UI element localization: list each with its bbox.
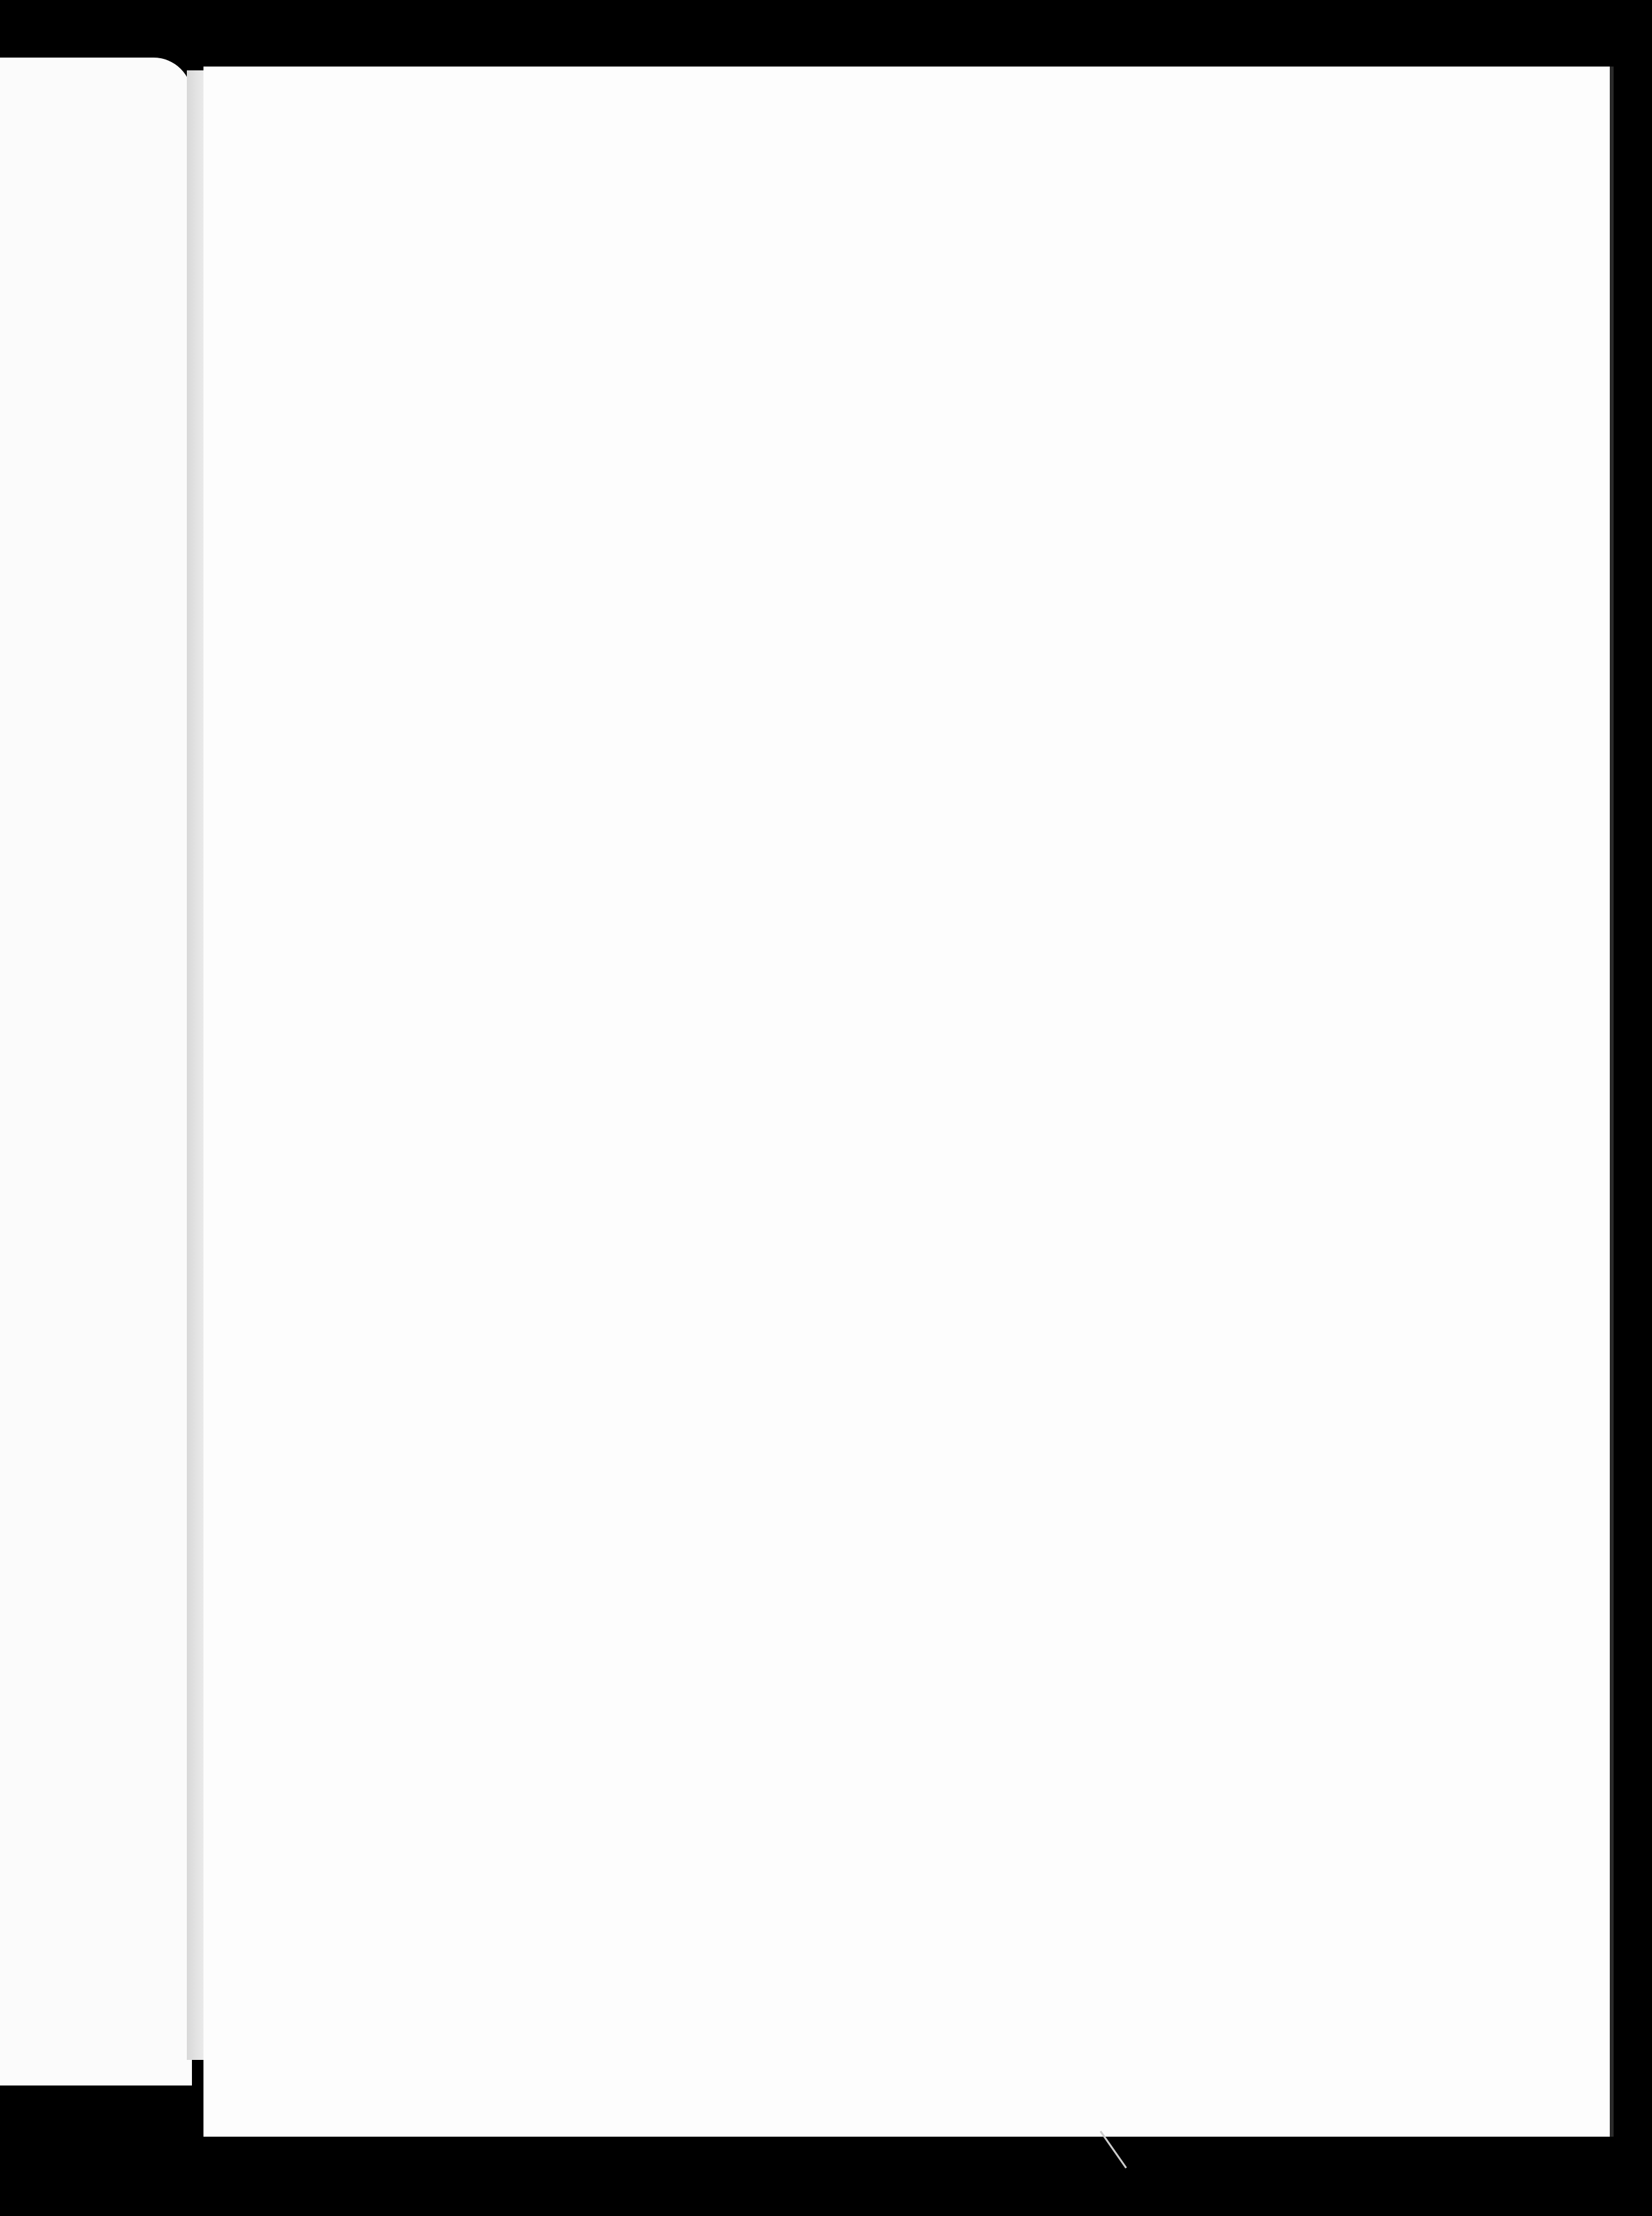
left-facing-page [0, 58, 192, 2085]
main-page [203, 67, 1610, 2137]
page-edge [1610, 67, 1614, 2137]
